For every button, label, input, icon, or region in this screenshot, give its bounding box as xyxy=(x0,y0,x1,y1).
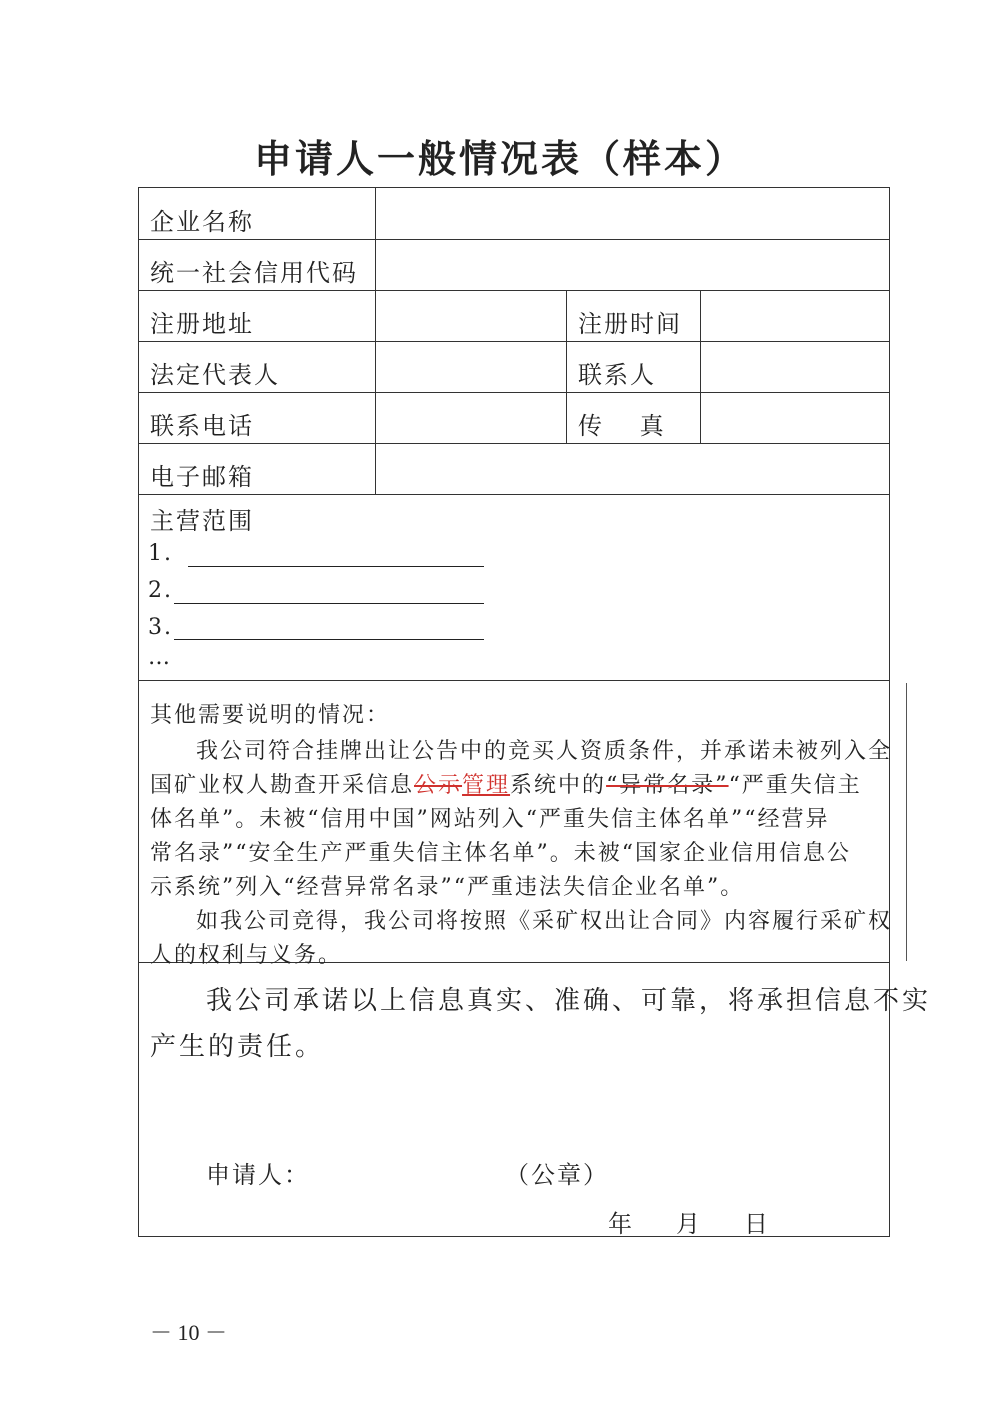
table-rule xyxy=(138,443,890,444)
date-year-label: 年 xyxy=(608,1210,634,1238)
remarks-line: 体名单”。未被“信用中国”网站列入“严重失信主体名单”“经营异 xyxy=(150,807,830,832)
remarks-line: 示系统”列入“经营异常名录”“严重违法失信企业名单”。 xyxy=(150,875,745,900)
label-email: 电子邮箱 xyxy=(150,463,254,491)
table-column-divider xyxy=(700,290,701,443)
label-contact: 联系人 xyxy=(578,361,656,389)
label-business-scope: 主营范围 xyxy=(150,507,254,535)
scope-ellipsis: … xyxy=(148,645,172,670)
document-title: 申请人一般情况表（样本） xyxy=(253,136,746,181)
scope-item-blank xyxy=(174,639,484,640)
scope-item-number: 1. xyxy=(148,541,173,566)
revision-margin-bar xyxy=(906,683,907,961)
label-reg-address: 注册地址 xyxy=(150,310,254,338)
applicant-label: 申请人： xyxy=(206,1161,310,1189)
table-rule xyxy=(138,290,890,291)
remarks-line: 常名录”“安全生产严重失信主体名单”。未被“国家企业信用信息公 xyxy=(150,841,851,866)
remarks-line: 如我公司竞得，我公司将按照《采矿权出让合同》内容履行采矿权 xyxy=(196,909,893,934)
seal-label: （公章） xyxy=(505,1161,609,1189)
date-month-label: 月 xyxy=(676,1210,702,1238)
table-rule xyxy=(138,392,890,393)
label-reg-time: 注册时间 xyxy=(578,310,682,338)
label-credit-code: 统一社会信用代码 xyxy=(150,259,358,287)
table-rule xyxy=(138,680,890,681)
page-number: － 10 － xyxy=(150,1320,228,1345)
scope-item-number: 3. xyxy=(148,615,173,640)
label-company-name: 企业名称 xyxy=(150,208,254,236)
commitment-line: 产生的责任。 xyxy=(150,1032,325,1062)
table-rule xyxy=(138,494,890,495)
scope-item-blank xyxy=(174,603,484,604)
scope-item-number: 2. xyxy=(148,578,173,603)
inserted-text: 管理 xyxy=(462,773,511,798)
table-column-divider xyxy=(566,290,567,443)
scope-item-blank xyxy=(188,566,484,567)
table-rule xyxy=(138,239,890,240)
remarks-heading: 其他需要说明的情况： xyxy=(150,703,391,728)
label-fax: 传 真 xyxy=(578,412,666,440)
label-phone: 联系电话 xyxy=(150,412,254,440)
label-legal-rep: 法定代表人 xyxy=(150,361,280,389)
remarks-line: 人的权利与义务。 xyxy=(150,943,343,968)
commitment-line: 我公司承诺以上信息真实、准确、可靠，将承担信息不实 xyxy=(206,986,932,1016)
remarks-line: 国矿业权人勘查开采信息公示管理系统中的“异常名录”“严重失信主 xyxy=(150,773,862,798)
deleted-text: 公示 xyxy=(414,773,463,798)
remarks-line: 我公司符合挂牌出让公告中的竞买人资质条件，并承诺未被列入全 xyxy=(196,739,893,764)
date-day-label: 日 xyxy=(744,1210,770,1238)
struck-text: “异常名录” xyxy=(606,773,729,798)
table-rule xyxy=(138,341,890,342)
table-column-divider xyxy=(375,187,376,494)
